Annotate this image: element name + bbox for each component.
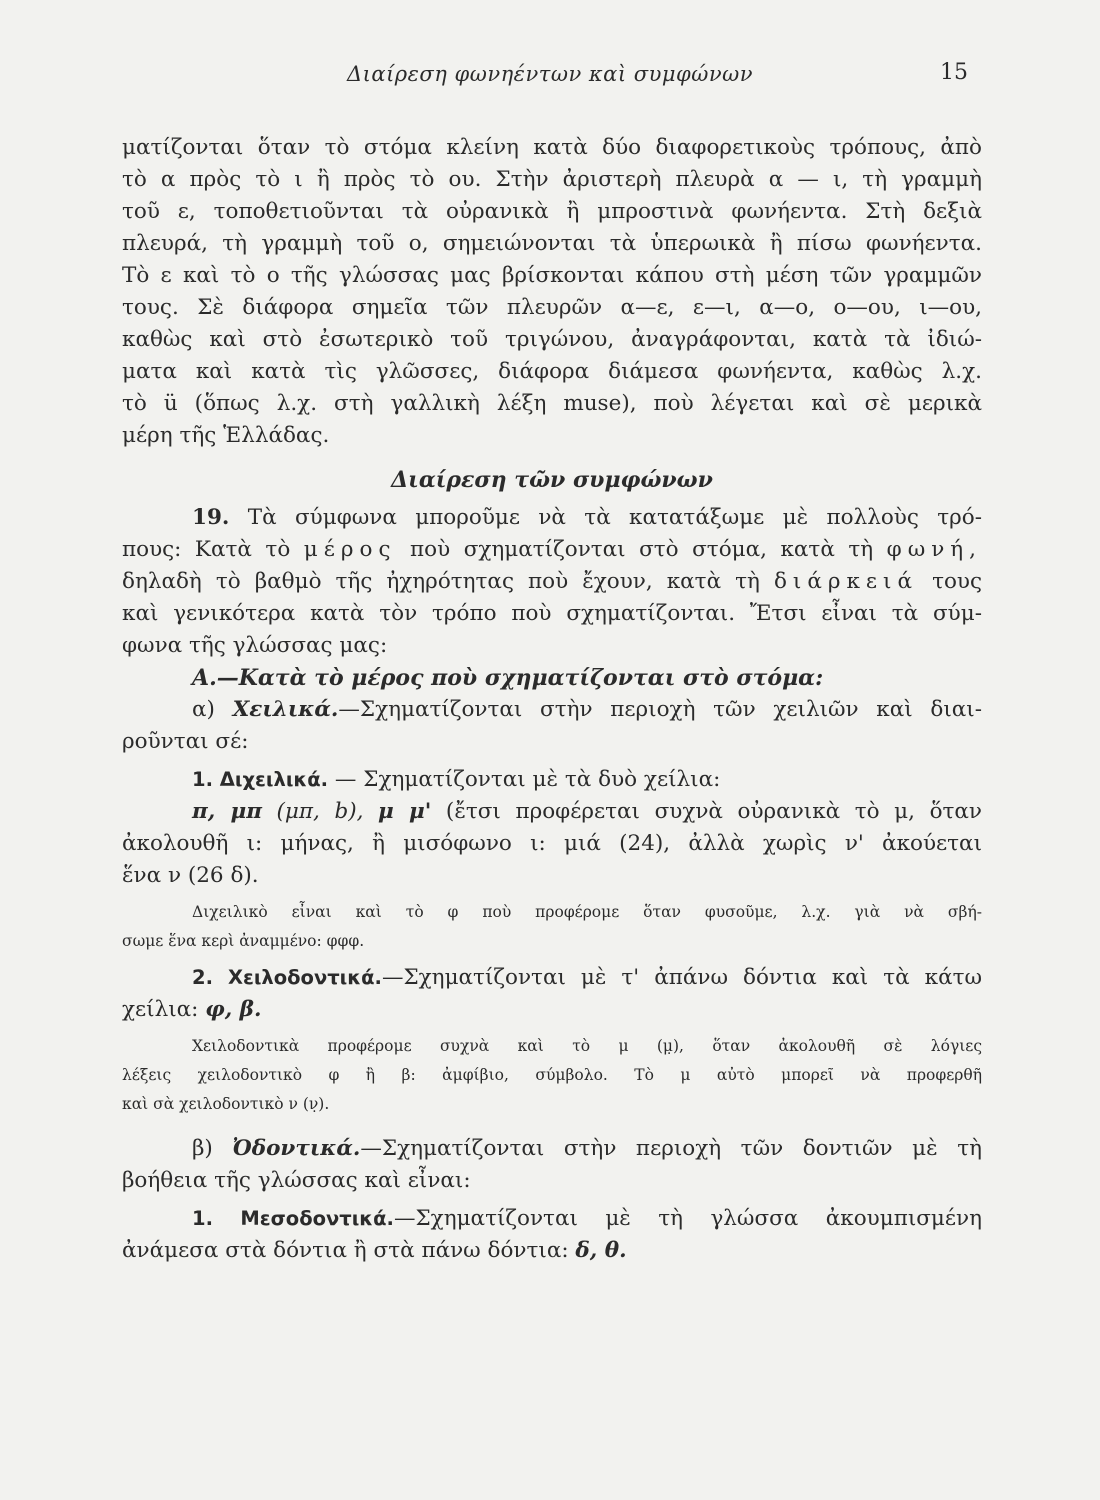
text-line: ἕνα ν (26 δ). bbox=[122, 863, 259, 888]
term: 2. Χειλοδοντικά. bbox=[192, 966, 382, 989]
text-span: —Σχηματίζονται στὴν περιοχὴ τῶν χειλιῶν καὶ διαι- bbox=[338, 697, 982, 722]
spaced-term: διάρκειά bbox=[773, 569, 919, 594]
text-span: Τὰ σύμφωνα μποροῦμε νὰ τὰ κατατάξωμε μὲ πολλοὺς τρό- bbox=[247, 505, 982, 530]
text-line: Τὸ ε καὶ τὸ ο τῆς γλώσσας μας βρίσκονται κάπου στὴ μέση τῶν γραμμῶν bbox=[122, 263, 982, 288]
text-line: φωνα τῆς γλώσσας μας: bbox=[122, 633, 388, 658]
list-label: β) bbox=[192, 1136, 213, 1161]
text-span: ἀνάμεσα στὰ δόντια ἢ στὰ πάνω δόντια: bbox=[122, 1238, 576, 1263]
list-label: α) bbox=[192, 697, 215, 722]
text-line: ροῦνται σέ: bbox=[122, 729, 249, 754]
text-line: καὶ γενικότερα κατὰ τὸν τρόπο ποὺ σχηματίζονται. Ἔτσι εἶναι τὰ σύμ- bbox=[122, 601, 982, 626]
text-span: ποὺ σχηματίζονται στὸ στόμα, κατὰ τὴ bbox=[410, 537, 874, 562]
note-line: σωμε ἕνα κερὶ ἀναμμένο: φφφ. bbox=[122, 932, 365, 950]
spaced-term: φωνή, bbox=[886, 537, 983, 562]
note-line: Διχειλικὸ εἶναι καὶ τὸ φ ποὺ προφέρομε ὅταν φυσοῦμε, λ.χ. γιὰ νὰ σβή- bbox=[192, 903, 982, 921]
text-span: —Σχηματίζονται στὴν περιοχὴ τῶν δοντιῶν μὲ τὴ bbox=[360, 1136, 982, 1161]
text-span: τους bbox=[932, 569, 983, 594]
text-line bbox=[122, 566, 982, 598]
heading-text: Α.—Κατὰ τὸ μέρος ποὺ σχηματίζονται στὸ στόμα: bbox=[192, 665, 824, 691]
section-heading: Διαίρεση τῶν συμφώνων bbox=[391, 467, 713, 493]
text-span: χείλια: bbox=[122, 997, 206, 1022]
text-line bbox=[122, 694, 982, 726]
term: μ μ' bbox=[378, 799, 432, 824]
text-span: (μπ, b), bbox=[261, 799, 379, 824]
text-line: τους. Σὲ διάφορα σημεῖα τῶν πλευρῶν α—ε, ε—ι, α—ο, ο—ου, ι—ου, bbox=[122, 295, 982, 320]
text-line: πλευρά, τὴ γραμμὴ τοῦ ο, σημειώνονται τὰ ὑπερωικὰ ἢ πίσω φωνήεντα. bbox=[122, 231, 982, 256]
subsection-heading-a bbox=[122, 662, 982, 694]
text-line: ματίζονται ὅταν τὸ στόμα κλείνη κατὰ δύο διαφορετικοὺς τρόπους, ἀπὸ bbox=[122, 135, 982, 160]
text-line bbox=[122, 962, 982, 994]
text-line: τοῦ ε, τοποθετιοῦνται τὰ οὐρανικὰ ἢ μπροστινὰ φωνήεντα. Στὴ δεξιὰ bbox=[122, 199, 982, 224]
text-span: —Σχηματίζονται μὲ τὴ γλώσσα ἀκουμπισμένη bbox=[393, 1206, 982, 1231]
text-line: τὸ ü (ὅπως λ.χ. στὴ γαλλικὴ λέξη muse), ποὺ λέγεται καὶ σὲ μερικὰ bbox=[122, 391, 982, 416]
term: δ, θ. bbox=[575, 1238, 627, 1263]
text-span: πους: Κατὰ τὸ bbox=[122, 537, 291, 562]
text-line bbox=[122, 764, 982, 796]
text-line: ἀκολουθῆ ι: μήνας, ἢ μισόφωνο ι: μιά (24), ἀλλὰ χωρὶς ν' ἀκούεται bbox=[122, 831, 982, 856]
text-line: βοήθεια τῆς γλώσσας καὶ εἶναι: bbox=[122, 1168, 471, 1193]
term: φ, β. bbox=[205, 997, 262, 1022]
text-line: μέρη τῆς Ἑλλάδας. bbox=[122, 423, 330, 448]
text-line bbox=[122, 1203, 982, 1235]
spaced-term: μέρος bbox=[303, 537, 397, 562]
paragraph-19-first-line bbox=[122, 502, 982, 534]
page-number: 15 bbox=[940, 60, 968, 85]
text-line bbox=[122, 1235, 982, 1267]
term: Ὀδοντικά. bbox=[232, 1136, 361, 1161]
text-line bbox=[122, 796, 982, 828]
term: 1. Διχειλικά. bbox=[192, 768, 329, 791]
note-line: Χειλοδοντικὰ προφέρομε συχνὰ καὶ τὸ μ (μ̣), ὅταν ἀκολουθῆ σὲ λόγιες bbox=[192, 1037, 982, 1055]
term: π, μπ bbox=[192, 799, 262, 824]
text-line: ματα καὶ κατὰ τὶς γλῶσσες, διάφορα διάμεσα φωνήεντα, καθὼς λ.χ. bbox=[122, 359, 982, 384]
text-line bbox=[122, 534, 982, 566]
running-title: Διαίρεση φωνηέντων καὶ συμφώνων bbox=[346, 62, 753, 86]
term: Χειλικά. bbox=[232, 697, 339, 722]
note-line: καὶ σὰ χειλοδοντικὸ ν (ν̣). bbox=[122, 1095, 330, 1113]
text-line bbox=[122, 994, 982, 1026]
text-line: καθὼς καὶ στὸ ἐσωτερικὸ τοῦ τριγώνου, ἀναγράφονται, κατὰ τὰ ἰδιώ- bbox=[122, 327, 982, 352]
term: 1. Μεσοδοντικά. bbox=[192, 1207, 394, 1230]
text-span: (ἔτσι προφέρεται συχνὰ οὐρανικὰ τὸ μ, ὅταν bbox=[431, 799, 982, 824]
text-span: —Σχηματίζονται μὲ τ' ἀπάνω δόντια καὶ τὰ κάτω bbox=[381, 965, 983, 990]
text-span: δηλαδὴ τὸ βαθμὸ τῆς ἠχηρότητας ποὺ ἔχουν, κατὰ τὴ bbox=[122, 569, 760, 594]
note-line: λέξεις χειλοδοντικὸ φ ἢ β: ἀμφίβιο, σύμβολο. Τὸ μ αὐτὸ μπορεῖ νὰ προφερθῆ bbox=[122, 1066, 982, 1084]
text-span: — Σχηματίζονται μὲ τὰ δυὸ χείλια: bbox=[328, 767, 721, 792]
text-line: τὸ α πρὸς τὸ ι ἢ πρὸς τὸ ου. Στὴν ἀριστερὴ πλευρὰ α — ι, τὴ γραμμὴ bbox=[122, 167, 982, 192]
text-line bbox=[122, 1133, 982, 1165]
paragraph-number: 19. bbox=[192, 505, 230, 530]
page-body bbox=[122, 132, 982, 1267]
